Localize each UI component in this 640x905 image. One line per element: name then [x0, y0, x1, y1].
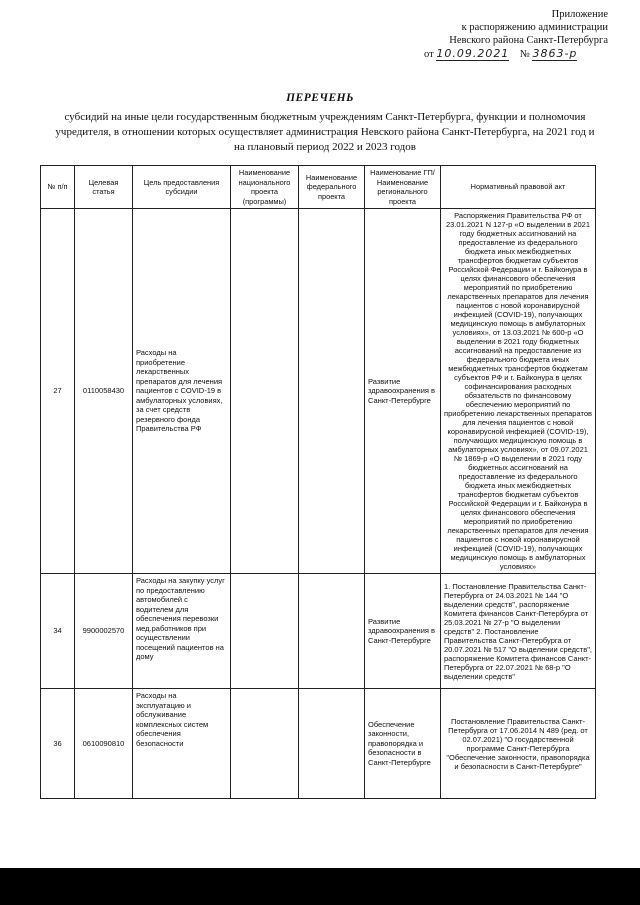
row-code: 9900002570: [75, 574, 133, 689]
table-row: [41, 689, 596, 799]
row-gp: Обеспечение законности, правопорядка и безопасности в Санкт-Петербурге: [365, 689, 441, 799]
row-national: [231, 689, 299, 799]
row-federal: [299, 574, 365, 689]
row-act: Постановление Правительства Санкт-Петербурга от 17.06.2014 N 489 (ред. от 02.07.2021) "О государственной программе Санкт-Петербурга "Обеспечение законности, правопорядка и безопасности в Санкт-Петербурге": [441, 689, 596, 799]
header-num: № п/п: [41, 166, 75, 209]
row-national: [231, 209, 299, 574]
row-num: 27: [41, 209, 75, 574]
header-federal-project: Наименование федерального проекта: [299, 166, 365, 209]
document-title: ПЕРЕЧЕНЬ: [286, 92, 354, 104]
row-federal: [299, 689, 365, 799]
row-gp: Развитие здравоохранения в Санкт-Петербурге: [365, 574, 441, 689]
row-purpose: Расходы на эксплуатацию и обслуживание комплексных систем обеспечения безопасности: [133, 689, 231, 799]
subsidy-table: [40, 165, 596, 799]
row-federal: [299, 209, 365, 574]
row-num: 36: [41, 689, 75, 799]
number-prefix: №: [519, 49, 530, 60]
table-row: [41, 209, 596, 574]
table-header-row: [41, 166, 596, 209]
approval-line-1: Приложение: [551, 9, 608, 20]
row-purpose: Расходы на приобретение лекарственных препаратов для лечения пациентов с COVID-19 в амбулаторных условиях, за счет средств резервного фонда Правительства РФ: [133, 209, 231, 574]
approval-line-2: к распоряжению администрации: [461, 22, 608, 33]
document-subtitle: субсидий на иные цели государственным бюджетным учреждениям Санкт-Петербурга, функции и полномочия учредителя, в отношении которых осуществляет администрация Невского района Санкт-Петербурга, на 2021 год и на плановый период 2022 и 2023 годов: [55, 111, 595, 153]
approval-line-3: Невского района Санкт-Петербурга: [449, 35, 608, 46]
scan-bottom-band: [0, 868, 640, 905]
approval-number: 3863-р: [532, 47, 578, 60]
row-code: 0110058430: [75, 209, 133, 574]
header-code: Целевая статья: [75, 166, 133, 209]
header-purpose: Цель предоставления субсидии: [133, 166, 231, 209]
row-national: [231, 574, 299, 689]
row-code: 0610090810: [75, 689, 133, 799]
row-purpose: Расходы на закупку услуг по предоставлению автомобилей с водителем для обеспечения перевозки мед.работников при осуществлении посещений пациентов на дому: [133, 574, 231, 689]
header-gp: Наименование ГП/Наименование регионального проекта: [365, 166, 441, 209]
approval-date: 10.09.2021: [436, 47, 510, 60]
row-act: 1. Постановление Правительства Санкт-Петербурга от 24.03.2021 № 144 "О выделении средств", распоряжение Комитета финансов Санкт-Петербурга от 25.03.2021 № 27-р "О выделении средств" 2. Постановление Правительства Санкт-Петербурга от 20.07.2021 № 517 "О выделении средств", распоряжение Комитета финансов Санкт-Петербурга от 22.07.2021 № 68-р "О выделении средств": [441, 574, 596, 689]
row-gp: Развитие здравоохранения в Санкт-Петербурге: [365, 209, 441, 574]
header-national-project: Наименование национального проекта (программы): [231, 166, 299, 209]
table-row: [41, 574, 596, 689]
approval-block: [408, 8, 608, 61]
date-prefix: от: [424, 49, 434, 60]
row-num: 34: [41, 574, 75, 689]
approval-date-line: [408, 47, 608, 61]
row-act: Распоряжения Правительства РФ от 23.01.2021 N 127-р «О выделении в 2021 году бюджетных ассигнований на предоставление из федерального бюджета иных межбюджетных трансфертов бюджетам субъектов Российской Федерации и г. Байконура в целях финансового обеспечения мероприятий по приобретению лекарственных препаратов для лечения пациентов с новой коронавирусной инфекцией (COVID-19), получающих медицинскую помощь в амбулаторных условиях», от 13.03.2021 № 600-р «О выделении в 2021 году бюджетных ассигнований на предоставление из федерального бюджета иных межбюджетных трансфертов бюджетам субъектов РФ и г. Байконура в целях софинансирования расходных обязательств по финансовому обеспечению мероприятий по приобретению лекарственных препаратов для лечения пациентов с новой коронавирусной инфекцией (COVID-19), получающих медицинскую помощь в амбулаторных условиях», от 09.07.2021 № 1869-р «О выделении в 2021 году бюджетных ассигнований на предоставление из федерального бюджета иных межбюджетных трансфертов бюджетам субъектов Российской Федерации и г. Байконура в целях финансового обеспечения мероприятий по приобретению лекарственных препаратов для лечения пациентов с новой коронавирусной инфекцией (COVID-19), получающих медицинскую помощь в амбулаторных условиях»: [441, 209, 596, 574]
header-act: Нормативный правовой акт: [441, 166, 596, 209]
